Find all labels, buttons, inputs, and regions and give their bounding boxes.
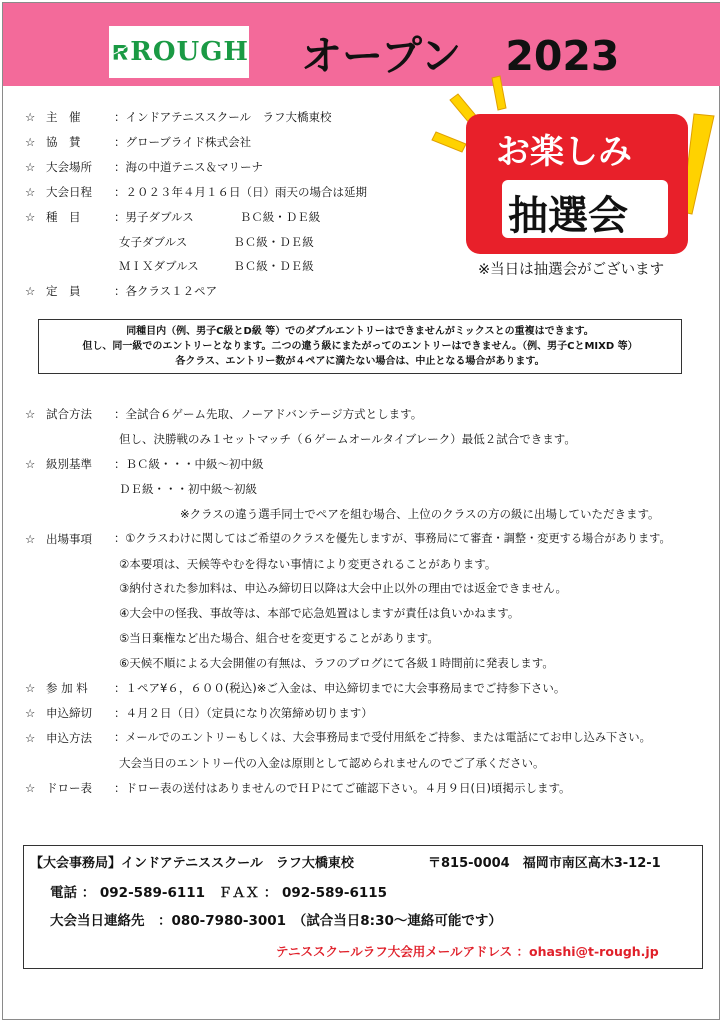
- info-value: ：２０２３年４月１６日（日）雨天の場合は延期: [114, 185, 367, 199]
- section-value: ：全試合６ゲーム先取、ノーアドバンテージ方式とします。: [114, 407, 423, 421]
- section-label: 出場事項: [46, 532, 92, 546]
- entry-rule: ④大会中の怪我、事故等は、本部で応急処置はしますが責任は負いかねます。: [119, 606, 520, 620]
- section-label: 申込締切: [46, 706, 92, 720]
- star-icon: ☆: [25, 185, 36, 199]
- office-title: 【大会事務局】インドアテニススクール ラフ大橋東校: [30, 856, 354, 871]
- office-postal: 〒815-0004 福岡市南区高木3-12-1: [428, 856, 661, 871]
- section-value: ：メールでのエントリーもしくは、大会事務局まで受付用紙をご持参、または電話にてお申し込み下さい。: [114, 731, 651, 744]
- notice-line: 各クラス、エントリー数が４ペアに満たない場合は、中止となる場合があります。: [175, 356, 545, 367]
- title-year: 2023: [505, 32, 620, 80]
- logo-text: ROUGH: [130, 37, 249, 67]
- entry-rule: ：①クラスわけに関してはご希望のクラスを優先しますが、事務局にて審査・調整・変更する場合があります。: [114, 532, 671, 545]
- star-icon: ☆: [25, 532, 36, 546]
- info-label: 大会場所: [46, 160, 92, 174]
- star-icon: ☆: [25, 210, 36, 224]
- promo-subtext: ※当日は抽選会がございます: [478, 262, 665, 278]
- section-value: ：ドロー表の送付はありませんのでＨＰにてご確認下さい。４月９日(日)頃掲示します。: [114, 781, 571, 795]
- section-label: 申込方法: [46, 731, 92, 745]
- star-icon: ☆: [25, 110, 36, 124]
- info-label: 協 賛: [46, 135, 81, 149]
- office-email[interactable]: テニススクールラフ大会用メールアドレス ：ohashi@t-rough.jp: [276, 944, 659, 959]
- section-value: ：ＢＣ級・・・中級～初中級: [114, 457, 264, 471]
- star-icon: ☆: [25, 160, 36, 174]
- promo-line1: お楽しみ: [496, 132, 632, 172]
- rough-r-logo-icon: [113, 28, 128, 76]
- section-value: ：４月２日（日）（定員になり次第締め切ります）: [114, 706, 373, 720]
- office-contact-box: [23, 845, 703, 969]
- info-value: ：男子ダブルス ＢＣ級・ＤＥ級: [114, 210, 321, 224]
- section-value: 但し、決勝戦のみ１セットマッチ（６ゲームオールタイブレーク）最低２試合できます。: [119, 432, 576, 446]
- entry-rule: ⑤当日棄権など出た場合、組合せを変更することがあります。: [119, 631, 439, 645]
- star-icon: ☆: [25, 457, 36, 471]
- section-label: 級別基準: [46, 457, 92, 471]
- star-icon: ☆: [25, 781, 36, 795]
- entry-notice-box: [38, 319, 682, 374]
- section-label: ドロー表: [46, 781, 92, 795]
- star-icon: ☆: [25, 681, 36, 695]
- info-label: 大会日程: [46, 185, 92, 199]
- rough-logo: [109, 26, 249, 78]
- entry-rule: ②本要項は、天候等やむを得ない事情により変更されることがあります。: [119, 557, 497, 571]
- info-value: ：グローブライド株式会社: [114, 135, 252, 149]
- title-text: オープン: [301, 32, 462, 80]
- star-icon: ☆: [25, 731, 36, 745]
- promo-line2: 抽選会: [508, 193, 628, 239]
- section-label: 参 加 料: [46, 681, 88, 695]
- star-icon: ☆: [25, 284, 36, 298]
- event-line: 女子ダブルス ＢＣ級・ＤＥ級: [119, 235, 314, 249]
- star-icon: ☆: [25, 706, 36, 720]
- info-value: ：インドアテニススクール ラフ大橋東校: [114, 110, 332, 124]
- star-icon: ☆: [25, 135, 36, 149]
- notice-line: 同種目内（例、男子C級とD級 等）でのダブルエントリーはできませんがミックスとの重複はできます。: [126, 326, 594, 337]
- office-contact: 大会当日連絡先 ：080-7980-3001 （試合当日8:30～連絡可能です）: [50, 913, 502, 929]
- notice-line: 但し、同一級でのエントリーとなります。二つの違う級にまたがってのエントリーはできません。（例、男子CとMIXD 等）: [82, 341, 638, 352]
- section-value: 大会当日のエントリー代の入金は原則として認められませんのでご了承ください。: [119, 756, 545, 770]
- info-value: ：各クラス１２ペア: [114, 284, 218, 298]
- section-label: 試合方法: [46, 407, 92, 421]
- level-note: ※クラスの違う選手同士でペアを組む場合、上位のクラスの方の級に出場していただきます。: [180, 507, 660, 521]
- section-value: ：１ペア¥６，６００(税込)※ご入金は、申込締切までに大会事務局までご持参下さい。: [114, 681, 566, 695]
- star-icon: ☆: [25, 407, 36, 421]
- entry-rule: ⑥天候不順による大会開催の有無は、ラフのブログにて各級１時間前に発表します。: [119, 656, 554, 670]
- event-line: ＭＩＸダブルス ＢＣ級・ＤＥ級: [119, 259, 314, 273]
- entry-rule: ③納付された参加料は、申込み締切日以降は大会中止以外の理由では返金できません。: [119, 581, 567, 595]
- info-label: 定 員: [46, 284, 81, 298]
- office-tel-fax: 電話 ： 092-589-6111 ＦＡＸ ： 092-589-6115: [50, 885, 388, 901]
- section-value: ＤＥ級・・・初中級～初級: [119, 482, 257, 496]
- info-label: 主 催: [46, 110, 81, 124]
- info-value: ：海の中道テニス＆マリーナ: [114, 160, 264, 174]
- info-label: 種 目: [46, 210, 81, 224]
